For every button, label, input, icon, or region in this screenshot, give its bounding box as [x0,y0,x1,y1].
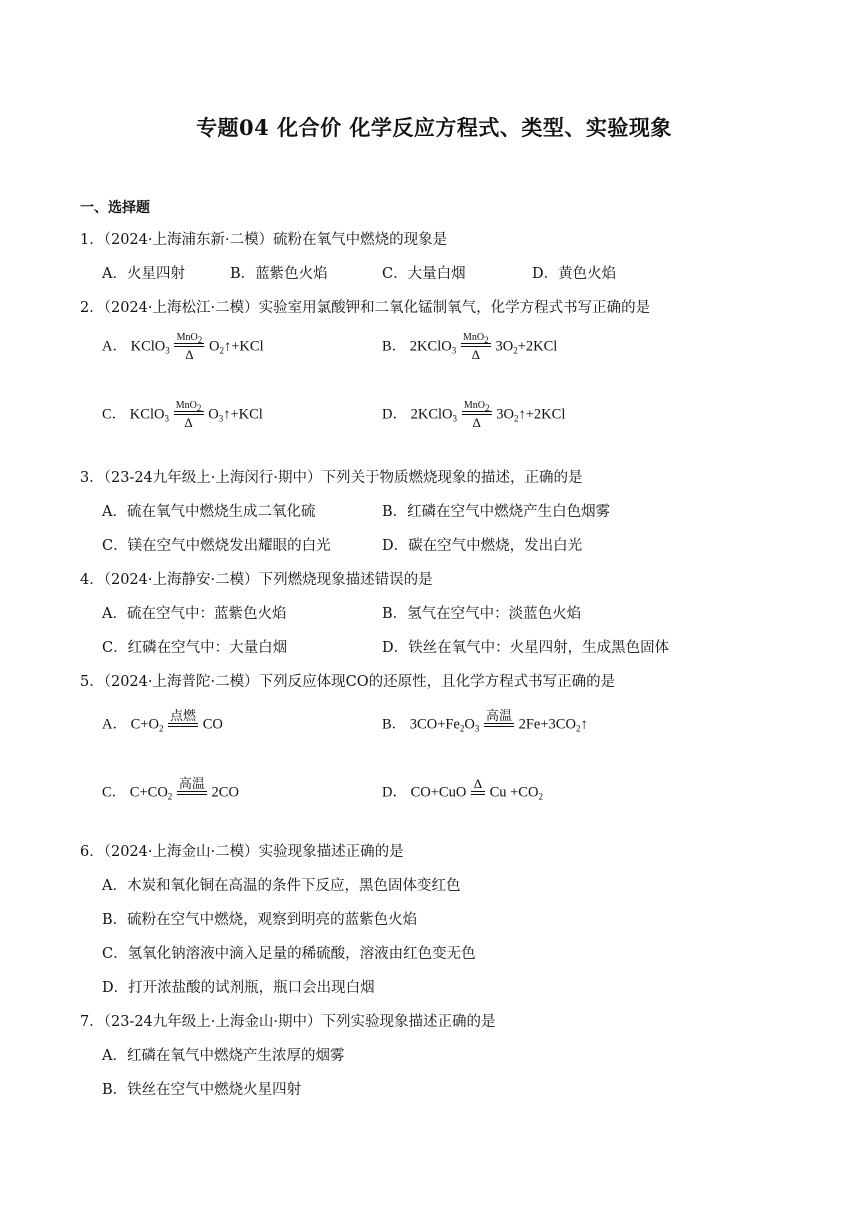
option-label: C． [102,784,127,801]
question-4 [80,568,433,589]
question-stem: 实验室用氯酸钾和二氧化锰制氧气，化学方程式书写正确的是 [258,300,651,316]
option-c[interactable]: C．红磷在空气中：大量白烟 [102,640,288,656]
question-source: （2024·上海普陀·二模） [103,674,259,690]
question-number: 4． [80,572,104,588]
option-label: A． [102,716,127,733]
question-source: （2024·上海浦东新·二模） [103,232,274,248]
option-label: B． [382,716,407,733]
reactant: KClO [130,338,166,355]
option-b[interactable]: B．蓝紫色火焰 [230,266,328,282]
question-2 [80,296,650,317]
question-stem: 硫粉在氧气中燃烧的现象是 [273,232,448,248]
option-a-equation[interactable]: A． $C+O_2$ 点燃 CO [102,708,223,742]
option-c[interactable]: C．镁在空气中燃烧发出耀眼的白光 [102,538,331,554]
heat-symbol: Δ [471,347,481,362]
option-d-equation[interactable]: D． CO+CuO Δ $Cu +CO_2$ [382,776,543,810]
reactant: CO+CuO [410,784,467,801]
question-source: （23-24九年级上·上海闵行·期中） [103,470,322,486]
reactant: 2KClO [410,406,453,423]
question-1 [80,228,447,249]
option-label: C． [102,406,127,423]
heat-symbol: Δ [473,776,483,791]
question-number: 7． [80,1014,104,1030]
question-source: （2024·上海金山·二模） [103,844,259,860]
product-tail: +2KCl [517,338,558,355]
question-5 [80,670,615,691]
page-title: 专题04 化合价 化学反应方程式、类型、实验现象 [196,115,672,140]
section-heading: 一、选择题 [80,200,150,216]
catalyst-label: MnO [463,332,485,343]
condition-label: 高温 [178,776,205,791]
question-stem: 实验现象描述正确的是 [258,844,404,860]
question-source: （2024·上海松江·二模） [103,300,259,316]
option-d[interactable]: D．黄色火焰 [532,266,617,282]
question-3 [80,466,583,487]
reactant: C+O [130,716,159,733]
question-number: 5． [80,674,104,690]
condition-label: 高温 [485,708,512,723]
question-number: 1． [80,232,104,248]
catalyst-label: MnO [175,400,197,411]
question-number: 6． [80,844,104,860]
heat-symbol: Δ [184,415,193,430]
option-a[interactable]: A．硫在空气中：蓝紫色火焰 [102,606,287,622]
option-b-equation[interactable]: B． $3CO+Fe_2O_3$ 高温 $2Fe+3CO_2↑$ [382,708,588,742]
product: 3O [496,406,514,423]
option-b[interactable]: B．硫粉在空气中燃烧，观察到明亮的蓝紫色火焰 [102,912,418,928]
heat-symbol: Δ [185,347,194,362]
product-tail: ↑+KCl [223,406,263,423]
reactant: 2KClO [409,338,452,355]
option-c[interactable]: C．氢氧化钠溶液中滴入足量的稀硫酸，溶液由红色变无色 [102,946,476,962]
reaction-condition [484,708,514,742]
option-d[interactable]: D．碳在空气中燃烧，发出白光 [382,538,583,554]
option-a[interactable]: A．木炭和氧化铜在高温的条件下反应，黑色固体变红色 [102,878,461,894]
reactant-part: O [464,716,475,733]
reaction-condition: MnO$_2$ Δ [174,400,204,430]
reaction-condition [471,776,485,810]
question-stem: 下列反应体现CO的还原性，且化学方程式书写正确的是 [258,674,616,690]
reaction-condition: MnO$_2$ Δ [462,400,492,430]
reaction-condition: MnO$_2$ Δ [174,332,204,362]
question-number: 3． [80,470,104,486]
product: O [209,338,220,355]
product-tail: ↑ [580,716,588,733]
option-a-equation[interactable]: A． KClO$_3$ MnO$_2$ Δ $O_2↑+KCl$ [102,332,264,362]
option-label: A． [102,338,127,355]
catalyst-label: MnO [463,400,485,411]
product: Cu +CO [489,784,539,801]
question-number: 2． [80,300,104,316]
option-label: B． [382,338,407,355]
question-source: （23-24九年级上·上海金山·期中） [103,1014,322,1030]
option-b[interactable]: B．铁丝在空气中燃烧火星四射 [102,1082,302,1098]
option-label: D． [382,406,407,423]
product: CO [202,716,223,733]
option-c[interactable]: C．大量白烟 [382,266,466,282]
product: 2CO [211,784,239,801]
catalyst-label: MnO [176,332,198,343]
reactant: 3CO+Fe [409,716,460,733]
option-b-equation[interactable]: B． 2KClO$_3$ MnO$_2$ Δ $3O_2+2KCl$ [382,332,558,362]
question-source: （2024·上海静安·二模） [103,572,259,588]
question-7 [80,1010,496,1031]
question-stem: 下列燃烧现象描述错误的是 [258,572,433,588]
product: 3O [495,338,514,355]
reaction-condition [168,708,198,742]
product-tail: ↑+2KCl [518,406,566,423]
option-d[interactable]: D．铁丝在氧气中：火星四射，生成黑色固体 [382,640,670,656]
option-c-equation[interactable]: C． $C+CO_2$ 高温 2CO [102,776,239,810]
option-b[interactable]: B．氢气在空气中：淡蓝色火焰 [382,606,582,622]
option-d[interactable]: D．打开浓盐酸的试剂瓶，瓶口会出现白烟 [102,980,375,996]
product: 2Fe+3CO [518,716,576,733]
reactant: C+CO [129,784,168,801]
product: O [208,406,219,423]
option-a[interactable]: A．火星四射 [102,266,185,282]
heat-symbol: Δ [472,415,481,430]
reaction-condition [177,776,207,810]
question-stem: 下列关于物质燃烧现象的描述，正确的是 [321,470,583,486]
option-a[interactable]: A．红磷在氧气中燃烧产生浓厚的烟雾 [102,1048,345,1064]
question-stem: 下列实验现象描述正确的是 [321,1014,496,1030]
option-a[interactable]: A．硫在氧气中燃烧生成二氧化硫 [102,504,316,520]
option-b[interactable]: B．红磷在空气中燃烧产生白色烟雾 [382,504,611,520]
reaction-condition: MnO$_2$ Δ [461,332,491,362]
option-d-equation[interactable]: D． 2KClO$_3$ MnO$_2$ Δ $3O_2↑+2KCl$ [382,400,566,430]
option-label: D． [382,784,407,801]
product-tail: ↑+KCl [224,338,264,355]
option-c-equation[interactable]: C． KClO$_3$ MnO$_2$ Δ $O_3↑+KCl$ [102,400,263,430]
reactant: KClO [129,406,165,423]
question-6 [80,840,404,861]
condition-label: 点燃 [170,708,197,723]
